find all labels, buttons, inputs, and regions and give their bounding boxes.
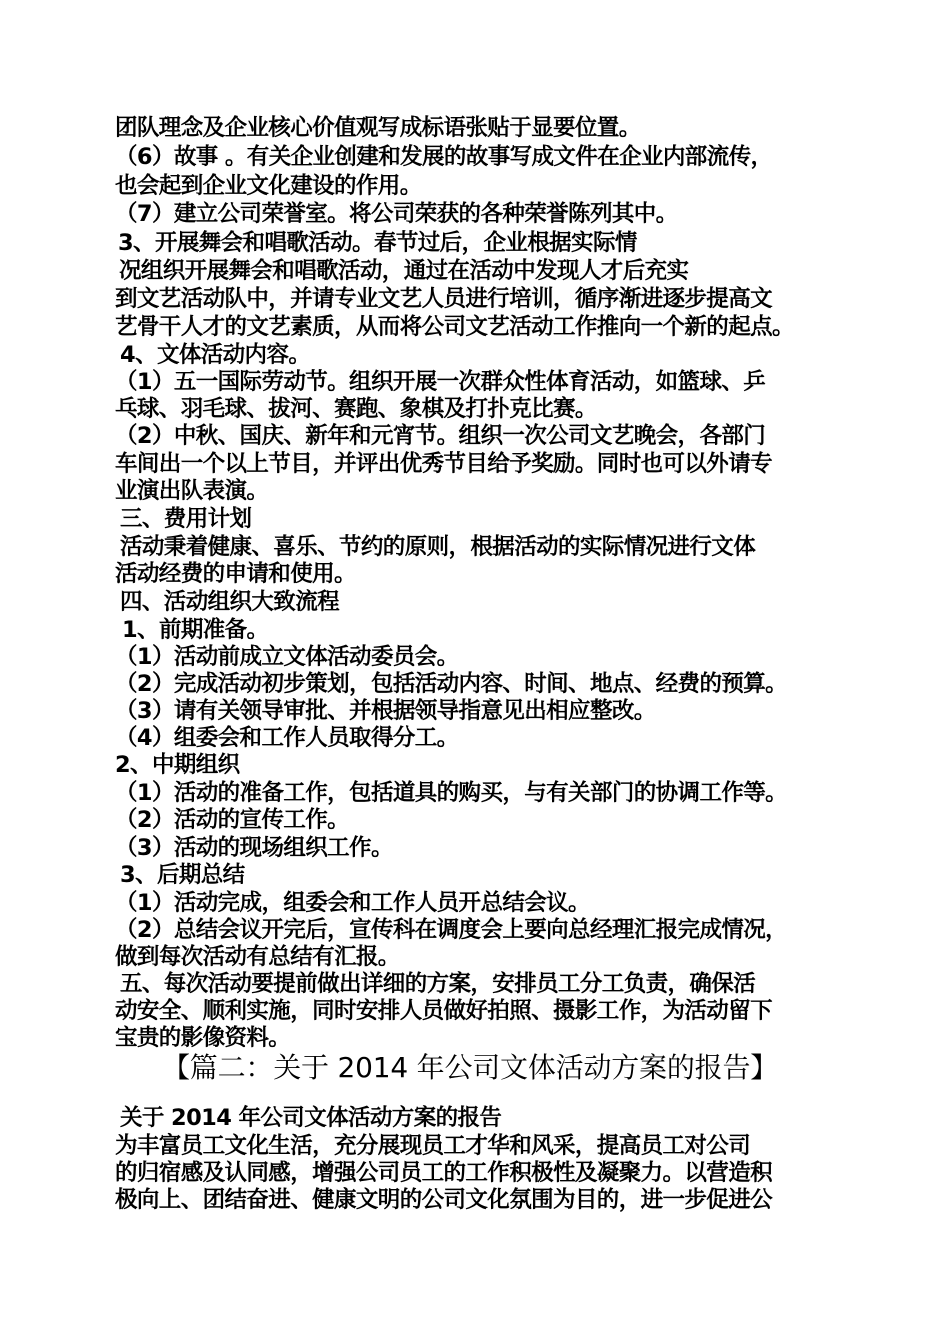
paragraph-line: （2）中秋、国庆、新年和元宵节。组织一次公司文艺晚会，各部门 <box>115 423 766 449</box>
paragraph-line: 艺骨干人才的文艺素质，从而将公司文艺活动工作推向一个新的起点。 <box>115 314 794 340</box>
paragraph-line: （1）五一国际劳动节。组织开展一次群众性体育活动，如篮球、乒 <box>115 369 766 395</box>
paragraph-line: 到文艺活动队中，并请专业文艺人员进行培训，循序渐进逐步提高文 <box>115 286 773 312</box>
paragraph-line: （2）总结会议开完后，宣传科在调度会上要向总经理汇报完成情况， <box>115 917 788 943</box>
paragraph-line: （4）组委会和工作人员取得分工。 <box>115 725 459 751</box>
paragraph-line: （6）故事 。有关企业创建和发展的故事写成文件在企业内部流传， <box>115 144 773 170</box>
paragraph-line: 活动秉着健康、喜乐、节约的原则，根据活动的实际情况进行文体 <box>120 534 756 560</box>
paragraph-line: 活动经费的申请和使用。 <box>115 561 356 587</box>
paragraph-line: （3）请有关领导审批、并根据领导指意见出相应整改。 <box>115 698 656 724</box>
paragraph-line: 宝贵的影像资料。 <box>115 1025 291 1051</box>
part-two-title: 【篇二：关于 2014 年公司文体活动方案的报告】 <box>162 1051 779 1084</box>
paragraph-line: 业演出队表演。 <box>115 478 269 504</box>
paragraph-line: 况组织开展舞会和唱歌活动，通过在活动中发现人才后充实 <box>119 258 689 284</box>
paragraph-line: （1）活动前成立文体活动委员会。 <box>115 644 459 670</box>
paragraph-line: 极向上、团结奋进、健康文明的公司文化氛围为目的，进一步促进公 <box>115 1187 773 1213</box>
paragraph-line: 车间出一个以上节目，并评出优秀节目给予奖励。同时也可以外请专 <box>115 451 773 477</box>
paragraph-line: 3、后期总结 <box>120 862 245 888</box>
paragraph-line: 2、中期组织 <box>115 752 240 778</box>
paragraph-line: 团队理念及企业核心价值观写成标语张贴于显要位置。 <box>115 115 641 141</box>
section-heading: 四、活动组织大致流程 <box>120 589 340 615</box>
paragraph-line: （2）完成活动初步策划，包括活动内容、时间、地点、经费的预算。 <box>115 671 788 697</box>
paragraph-line: （3）活动的现场组织工作。 <box>115 835 393 861</box>
paragraph-line: 也会起到企业文化建设的作用。 <box>115 173 422 199</box>
report-title: 关于 2014 年公司文体活动方案的报告 <box>120 1105 502 1131</box>
paragraph-line: 五、每次活动要提前做出详细的方案，安排员工分工负责，确保活 <box>120 971 756 997</box>
paragraph-line: （7）建立公司荣誉室。将公司荣获的各种荣誉陈列其中。 <box>115 201 678 227</box>
paragraph-line: 做到每次活动有总结有汇报。 <box>115 944 400 970</box>
paragraph-line: 3、开展舞会和唱歌活动。春节过后，企业根据实际情 <box>118 230 637 256</box>
paragraph-line: 乓球、羽毛球、拔河、赛跑、象棋及打扑克比赛。 <box>115 396 597 422</box>
paragraph-line: （1）活动完成，组委会和工作人员开总结会议。 <box>115 890 590 916</box>
paragraph-line: 1、前期准备。 <box>122 617 269 643</box>
paragraph-line: 为丰富员工文化生活，充分展现员工才华和风采，提高员工对公司 <box>115 1133 751 1159</box>
paragraph-line: 的归宿感及认同感，增强公司员工的工作积极性及凝聚力。以营造积 <box>115 1160 773 1186</box>
paragraph-line: （2）活动的宣传工作。 <box>115 807 350 833</box>
paragraph-line: 4、文体活动内容。 <box>120 342 311 368</box>
paragraph-line: 动安全、顺利实施，同时安排人员做好拍照、摄影工作，为活动留下 <box>115 998 773 1024</box>
paragraph-line: （1）活动的准备工作，包括道具的购买，与有关部门的协调工作等。 <box>115 780 788 806</box>
section-heading: 三、费用计划 <box>120 506 252 532</box>
